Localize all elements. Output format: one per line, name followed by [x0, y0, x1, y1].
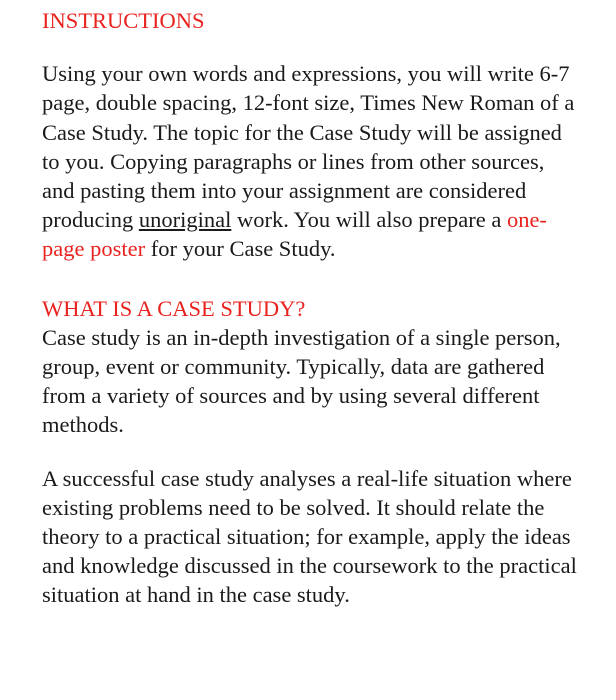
instructions-text-1: Using your own words and expressions, you will write 6-7 page, double spacing, 12-font size, Times New Roman of a Case Study. The topic for the Case Study will be assigned to you. Copying paragraphs or lines from other sources, and pasting them into your assignment are considered producing	[42, 61, 575, 233]
poster-highlight: one-page poster	[42, 207, 547, 262]
case-study-paragraph-1: Case study is an in-depth investigation of a single person, group, event or community. Typically, data are gathered from a variety of sources and by using several different methods.	[42, 324, 561, 438]
instructions-paragraph	[42, 59, 582, 263]
document-body	[42, 6, 582, 610]
instructions-heading: INSTRUCTIONS	[42, 8, 205, 33]
instructions-text-3: for your Case Study.	[145, 236, 336, 262]
case-study-paragraph-2: A successful case study analyses a real-life situation where existing problems need to be solved. It should relate the theory to a practical situation; for example, apply the ideas and knowledge discussed in the coursework to the practical situation at hand in the case study.	[42, 465, 577, 608]
instructions-text-2: work. You will also prepare a	[231, 207, 507, 233]
case-study-heading: WHAT IS A CASE STUDY?	[42, 295, 306, 321]
unoriginal-underlined: unoriginal	[138, 207, 232, 233]
